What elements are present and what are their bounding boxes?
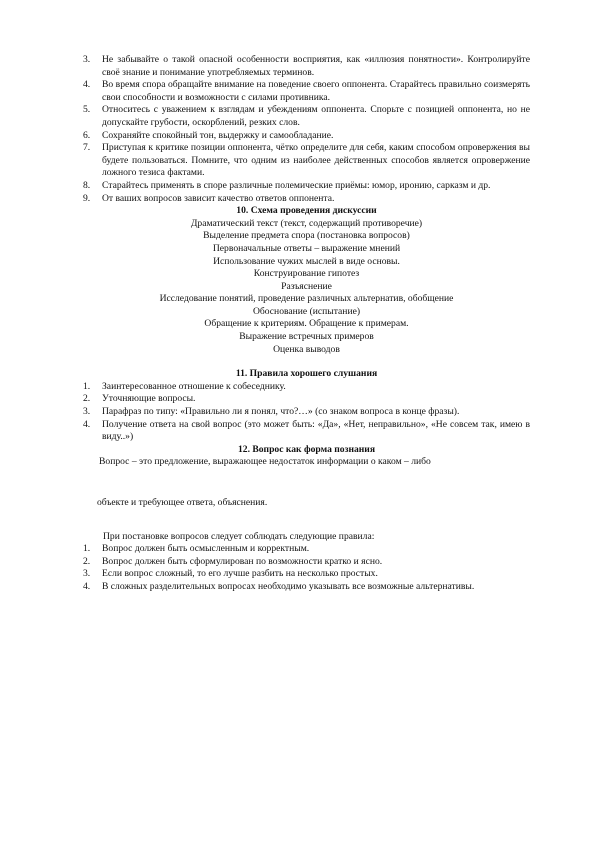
rule-item xyxy=(83,180,530,193)
list-number: 7. xyxy=(83,142,91,154)
list-number: 9. xyxy=(83,192,91,204)
list-item-text: Вопрос должен быть осмысленным и корректным. xyxy=(102,543,310,555)
question-definition: Вопрос – это предложение, выражающее недостаток информации о каком – либо xyxy=(99,456,431,468)
list-item-text: Не забывайте о такой опасной особенности восприятия, как «иллюзия понятности». Контролируйте своё знание и понимание употребляемых терминов. xyxy=(102,54,530,78)
list-item-text: Приступая к критике позиции оппонента, чётко определите для себя, каким способом опровержения вы будете пользоваться. Помните, что одним из наиболее действенных способов является опровержение ложного тезиса фактами. xyxy=(102,142,530,179)
list-item-text: От ваших вопросов зависит качество ответов оппонента. xyxy=(102,192,335,204)
rule-item xyxy=(83,142,530,180)
question-rules-intro: При постановке вопросов следует соблюдать следующие правила: xyxy=(103,530,375,542)
listening-rule-item xyxy=(83,381,530,394)
list-number: 6. xyxy=(83,129,91,141)
listening-rules-list xyxy=(83,381,530,444)
scheme-step: Обоснование (испытание) xyxy=(252,305,361,317)
list-item-text: Получение ответа на свой вопрос (это может быть: «Да», «Нет, неправильно», «Не совсем так, имею в виду..») xyxy=(102,418,530,443)
rules-list xyxy=(83,54,530,205)
list-item-text: В сложных разделительных вопросах необходимо указывать все возможные альтернативы. xyxy=(102,580,475,592)
list-number: 1. xyxy=(83,380,91,392)
list-item-text: Старайтесь применять в споре различные полемические приёмы: юмор, иронию, сарказм и др. xyxy=(102,179,491,191)
scheme-step: Разъяснение xyxy=(281,280,332,292)
list-number: 3. xyxy=(83,406,91,418)
scheme-step: Выражение встречных примеров xyxy=(239,331,374,343)
scheme-step: Исследование понятий, проведение различных альтернатив, обобщение xyxy=(159,293,454,305)
question-rule-item xyxy=(83,581,530,594)
rule-item xyxy=(83,54,530,79)
list-number: 8. xyxy=(83,179,91,191)
list-item-text: Парафраз по типу: «Правильно ли я понял, что?…» (со знаком вопроса в конце фразы). xyxy=(102,406,460,418)
spacer xyxy=(83,356,530,368)
question-rule-item xyxy=(83,543,530,556)
list-number: 4. xyxy=(83,418,91,430)
section-11-title: 11. Правила хорошего слушания xyxy=(235,368,378,380)
list-number: 4. xyxy=(83,79,91,91)
question-rule-item xyxy=(83,568,530,581)
list-item-text: Заинтересованное отношение к собеседнику. xyxy=(102,380,286,392)
scheme-step: Использование чужих мыслей в виде основы. xyxy=(213,255,400,267)
list-item-text: Относитесь с уважением к взглядам и убеждениям оппонента. Спорьте с позицией оппонента, но не допускайте грубости, оскорблений, резких слов. xyxy=(102,104,530,128)
scheme-step: Драматический текст (текст, содержащий противоречие) xyxy=(190,217,423,229)
document-body xyxy=(83,54,530,594)
rule-item xyxy=(83,193,530,206)
list-item-text: Вопрос должен быть сформулирован по возможности кратко и ясно. xyxy=(102,555,383,567)
list-item-text: Во время спора обращайте внимание на поведение своего оппонента. Старайтесь правильно соизмерять свои способности и возможности с силами противника. xyxy=(102,79,530,103)
list-item-text: Уточняющие вопросы. xyxy=(102,393,196,405)
list-number: 4. xyxy=(83,580,91,592)
rule-item xyxy=(83,130,530,143)
scheme-step: Первоначальные ответы – выражение мнений xyxy=(212,242,401,254)
rule-item xyxy=(83,104,530,129)
discussion-scheme xyxy=(83,218,530,357)
list-number: 3. xyxy=(83,568,91,580)
question-definition-continued: объекте и требующее ответа, объяснения. xyxy=(97,497,268,508)
list-number: 2. xyxy=(83,393,91,405)
question-rule-item xyxy=(83,556,530,569)
scheme-step: Конструирование гипотез xyxy=(253,268,360,280)
listening-rule-item xyxy=(83,393,530,406)
section-10-title: 10. Схема проведения дискуссии xyxy=(236,205,377,217)
list-item-text: Если вопрос сложный, то его лучше разбить на несколько простых. xyxy=(102,568,378,580)
listening-rule-item xyxy=(83,406,530,419)
listening-rule-item xyxy=(83,419,530,444)
scheme-step: Оценка выводов xyxy=(273,343,340,355)
scheme-step: Выделение предмета спора (постановка вопросов) xyxy=(203,230,410,242)
question-rules-list xyxy=(83,543,530,593)
scheme-step: Обращение к критериям. Обращение к примерам. xyxy=(204,318,409,330)
list-number: 3. xyxy=(83,54,91,65)
list-number: 5. xyxy=(83,104,91,116)
rule-item xyxy=(83,79,530,104)
section-12-title: 12. Вопрос как форма познания xyxy=(237,443,376,455)
list-item-text: Сохраняйте спокойный тон, выдержку и самообладание. xyxy=(102,129,334,141)
list-number: 1. xyxy=(83,543,91,555)
list-number: 2. xyxy=(83,555,91,567)
